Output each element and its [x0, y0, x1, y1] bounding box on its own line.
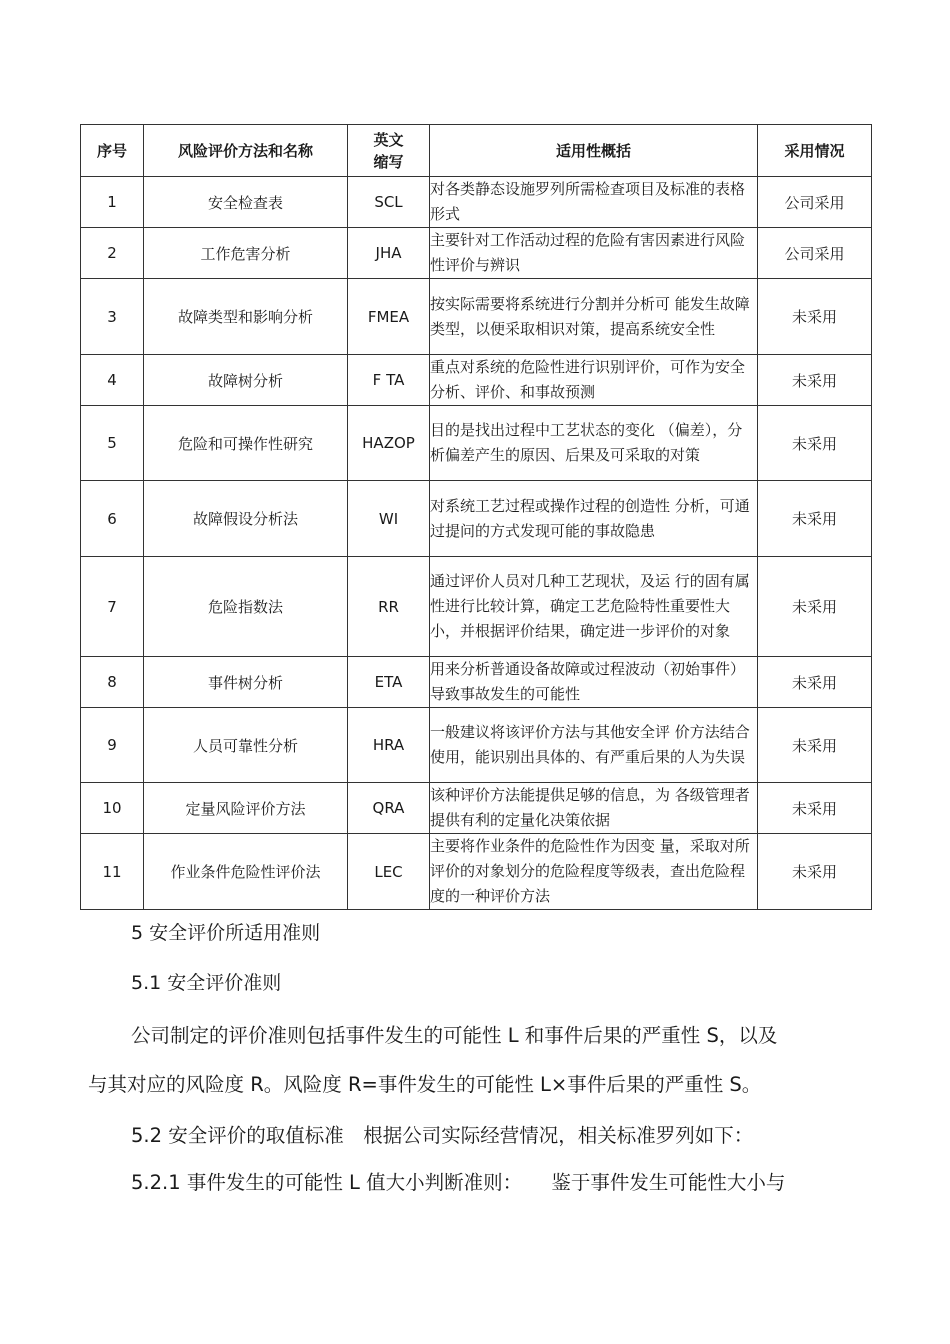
- row-adoption: 未采用: [758, 834, 872, 910]
- header-no: 序号: [81, 125, 144, 177]
- header-abbr: [348, 125, 430, 177]
- header-adoption: 采用情况: [758, 125, 872, 177]
- row-abbr: FMEA: [348, 279, 430, 355]
- row-abbr: LEC: [348, 834, 430, 910]
- table-row: [81, 783, 872, 834]
- row-no: 3: [81, 279, 144, 355]
- section-5-2-1-paragraph: 5.2.1 事件发生的可能性 L 值大小判断准则： 鉴于事件发生可能性大小与: [131, 1171, 786, 1194]
- row-method-name: 故障树分析: [144, 355, 348, 406]
- row-adoption: 未采用: [758, 557, 872, 657]
- row-method-name: 危险指数法: [144, 557, 348, 657]
- row-no: 2: [81, 228, 144, 279]
- header-abbr-line2: 缩写: [373, 152, 404, 171]
- row-summary: 对各类静态设施罗列所需检查项目及标准的表格形式: [430, 177, 758, 228]
- header-method: 风险评价方法和名称: [144, 125, 348, 177]
- row-adoption: 未采用: [758, 708, 872, 783]
- row-no: 11: [81, 834, 144, 910]
- risk-method-table: [80, 124, 872, 910]
- row-method-name: 作业条件危险性评价法: [144, 834, 348, 910]
- row-summary: 一般建议将该评价方法与其他安全评 价方法结合使用，能识别出具体的、有严重后果的人为失误: [430, 708, 758, 783]
- table-row: [81, 406, 872, 481]
- row-adoption: 公司采用: [758, 177, 872, 228]
- row-adoption: 未采用: [758, 783, 872, 834]
- row-abbr: RR: [348, 557, 430, 657]
- table-row: [81, 557, 872, 657]
- row-adoption: 公司采用: [758, 228, 872, 279]
- section-5-1-heading: 5.1 安全评价准则: [131, 972, 282, 994]
- row-method-name: 人员可靠性分析: [144, 708, 348, 783]
- row-no: 10: [81, 783, 144, 834]
- row-adoption: 未采用: [758, 355, 872, 406]
- row-adoption: 未采用: [758, 279, 872, 355]
- row-method-name: 安全检查表: [144, 177, 348, 228]
- row-no: 8: [81, 657, 144, 708]
- header-abbr-line1: 英文: [373, 130, 404, 149]
- table-row: [81, 228, 872, 279]
- row-abbr: ETA: [348, 657, 430, 708]
- table-row: [81, 481, 872, 557]
- row-summary: 用来分析普通设备故障或过程波动（初始事件）导致事故发生的可能性: [430, 657, 758, 708]
- row-adoption: 未采用: [758, 657, 872, 708]
- row-summary: 重点对系统的危险性进行识别评价，可作为安全分析、评价、和事故预测: [430, 355, 758, 406]
- row-no: 7: [81, 557, 144, 657]
- row-summary: 主要将作业条件的危险性作为因变 量，采取对所评价的对象划分的危险程度等级表，查出危险程度的一种评价方法: [430, 834, 758, 910]
- row-no: 9: [81, 708, 144, 783]
- row-abbr: HAZOP: [348, 406, 430, 481]
- row-method-name: 故障类型和影响分析: [144, 279, 348, 355]
- row-summary: 对系统工艺过程或操作过程的创造性 分析，可通过提问的方式发现可能的事故隐患: [430, 481, 758, 557]
- table-row: [81, 708, 872, 783]
- row-method-name: 定量风险评价方法: [144, 783, 348, 834]
- table-row: [81, 834, 872, 910]
- row-abbr: WI: [348, 481, 430, 557]
- row-abbr: JHA: [348, 228, 430, 279]
- row-abbr: F TA: [348, 355, 430, 406]
- row-no: 6: [81, 481, 144, 557]
- section-5-heading: 5 安全评价所适用准则: [131, 922, 321, 944]
- header-summary: 适用性概括: [430, 125, 758, 177]
- table-row: [81, 279, 872, 355]
- row-adoption: 未采用: [758, 481, 872, 557]
- row-summary: 主要针对工作活动过程的危险有害因素进行风险性评价与辨识: [430, 228, 758, 279]
- table-header-row: [81, 125, 872, 177]
- row-no: 5: [81, 406, 144, 481]
- row-adoption: 未采用: [758, 406, 872, 481]
- row-abbr: HRA: [348, 708, 430, 783]
- row-abbr: SCL: [348, 177, 430, 228]
- table-row: [81, 657, 872, 708]
- row-summary: 该种评价方法能提供足够的信息，为 各级管理者提供有利的定量化决策依据: [430, 783, 758, 834]
- row-method-name: 工作危害分析: [144, 228, 348, 279]
- row-no: 1: [81, 177, 144, 228]
- row-method-name: 事件树分析: [144, 657, 348, 708]
- row-summary: 通过评价人员对几种工艺现状，及运 行的固有属性进行比较计算，确定工艺危险特性重要性大小，并根据评价结果，确定进一步评价的对象: [430, 557, 758, 657]
- row-method-name: 危险和可操作性研究: [144, 406, 348, 481]
- row-summary: 按实际需要将系统进行分割并分析可 能发生故障类型，以便采取相识对策，提高系统安全性: [430, 279, 758, 355]
- section-5-2-paragraph: 5.2 安全评价的取值标准 根据公司实际经营情况，相关标准罗列如下：: [131, 1124, 754, 1147]
- row-summary: 目的是找出过程中工艺状态的变化 （偏差），分析偏差产生的原因、后果及可采取的对策: [430, 406, 758, 481]
- row-method-name: 故障假设分析法: [144, 481, 348, 557]
- row-no: 4: [81, 355, 144, 406]
- criteria-paragraph-line2: 与其对应的风险度 R。风险度 R=事件发生的可能性 L×事件后果的严重性 S。: [88, 1073, 762, 1096]
- table-row: [81, 177, 872, 228]
- row-abbr: QRA: [348, 783, 430, 834]
- table-row: [81, 355, 872, 406]
- criteria-paragraph-line1: 公司制定的评价准则包括事件发生的可能性 L 和事件后果的严重性 S，以及: [131, 1024, 778, 1047]
